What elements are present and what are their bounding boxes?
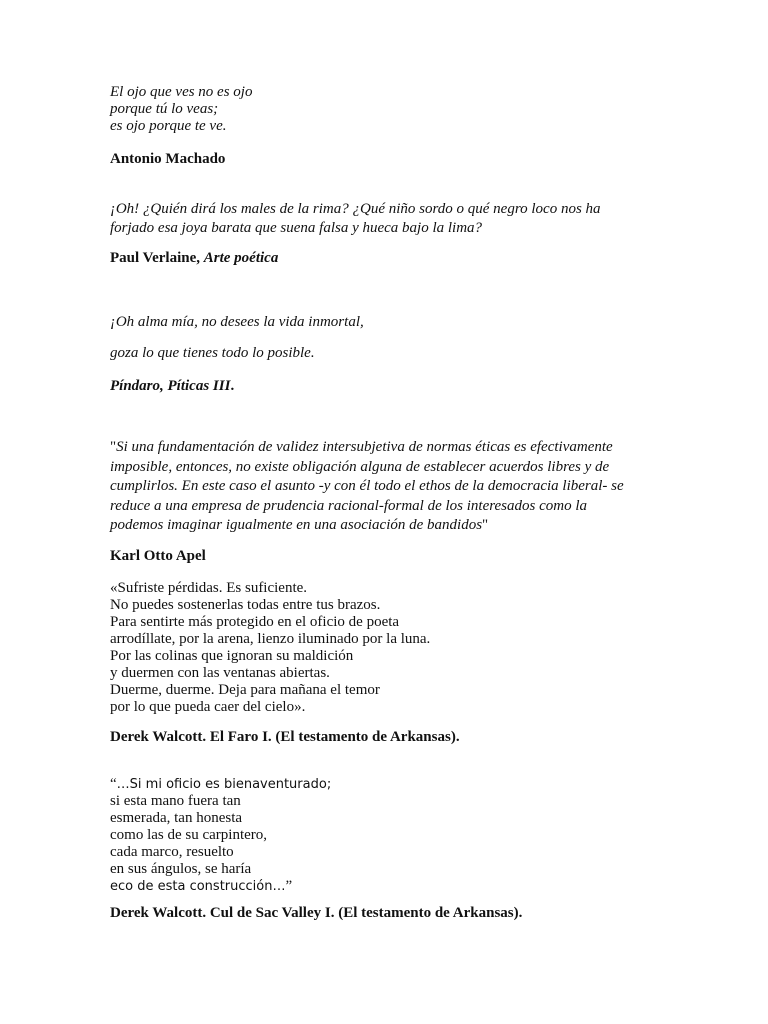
poem-line: es ojo porque te ve. — [110, 118, 227, 134]
machado-poem — [110, 84, 252, 135]
poem-line: «Sufriste pérdidas. Es suficiente. — [110, 580, 308, 596]
poem-line: Para sentirte más protegido en el oficio de poeta — [110, 614, 400, 630]
open-quote-mark: “ — [110, 776, 117, 792]
quote-line: podemos imaginar igualmente en una asociación de bandidos" — [110, 517, 489, 533]
verlaine-quote — [110, 200, 601, 238]
close-quote-mark: " — [482, 517, 489, 533]
pindaro-line-1: ¡Oh alma mía, no desees la vida inmortal, — [110, 314, 364, 330]
poem-line: Duerme, duerme. Deja para mañana el temor — [110, 682, 380, 698]
quote-line: forjado esa joya barata que suena falsa y hueca bajo la lima? — [110, 220, 483, 236]
pindaro-attribution — [110, 378, 234, 395]
open-quote-mark: " — [110, 439, 117, 455]
verlaine-work-title: Arte poética — [203, 250, 279, 266]
apel-attribution: Karl Otto Apel — [110, 548, 206, 564]
poem-line: esmerada, tan honesta — [110, 810, 243, 826]
pindaro-author: Píndaro, Píticas III — [110, 378, 231, 394]
apel-quote — [110, 438, 624, 536]
poem-line: No puedes sostenerlas todas entre tus brazos. — [110, 597, 381, 613]
poem-line: El ojo que ves no es ojo — [110, 84, 253, 100]
pindaro-line-2: goza lo que tienes todo lo posible. — [110, 345, 315, 361]
quote-line: reduce a una empresa de prudencia racional-formal de los interesados como la — [110, 497, 588, 514]
poem-line: eco de esta construcción…” — [110, 878, 293, 894]
poem-line: y duermen con las ventanas abiertas. — [110, 665, 330, 681]
poem-line: como las de su carpintero, — [110, 827, 268, 843]
poem-line: cada marco, resuelto — [110, 844, 234, 860]
pindaro-period: . — [230, 378, 235, 394]
quote-line: cumplirlos. En este caso el asunto -y con él todo el ethos de la democracia liberal- se — [110, 478, 624, 494]
quote-line: ¡Oh! ¿Quién dirá los males de la rima? ¿Qué niño sordo o qué negro loco nos ha — [110, 201, 601, 217]
verlaine-attribution — [110, 250, 278, 267]
close-quote-mark: ” — [285, 878, 293, 894]
poem-line: en sus ángulos, se haría — [110, 861, 252, 877]
verlaine-author-name: Paul Verlaine, — [110, 250, 204, 266]
poem-line: si esta mano fuera tan — [110, 793, 241, 809]
quote-line: "Si una fundamentación de validez intersubjetiva de normas éticas es efectivamente — [110, 439, 613, 455]
poem-line: “…Si mi oficio es bienaventurado; — [110, 776, 332, 792]
walcott-faro-poem — [110, 580, 430, 716]
poem-line: por lo que pueda caer del cielo». — [110, 699, 306, 715]
poem-line: arrodíllate, por la arena, lienzo iluminado por la luna. — [110, 631, 431, 647]
poem-line: porque tú lo veas; — [110, 101, 219, 117]
walcott-cul-de-sac-attribution: Derek Walcott. Cul de Sac Valley I. (El testamento de Arkansas). — [110, 905, 523, 921]
quote-line: imposible, entonces, no existe obligación alguna de establecer acuerdos libres y de — [110, 458, 610, 475]
machado-attribution: Antonio Machado — [110, 151, 226, 167]
walcott-faro-attribution: Derek Walcott. El Faro I. (El testamento de Arkansas). — [110, 729, 460, 745]
poem-line: Por las colinas que ignoran su maldición — [110, 648, 354, 664]
walcott-cul-de-sac-poem — [110, 776, 331, 895]
